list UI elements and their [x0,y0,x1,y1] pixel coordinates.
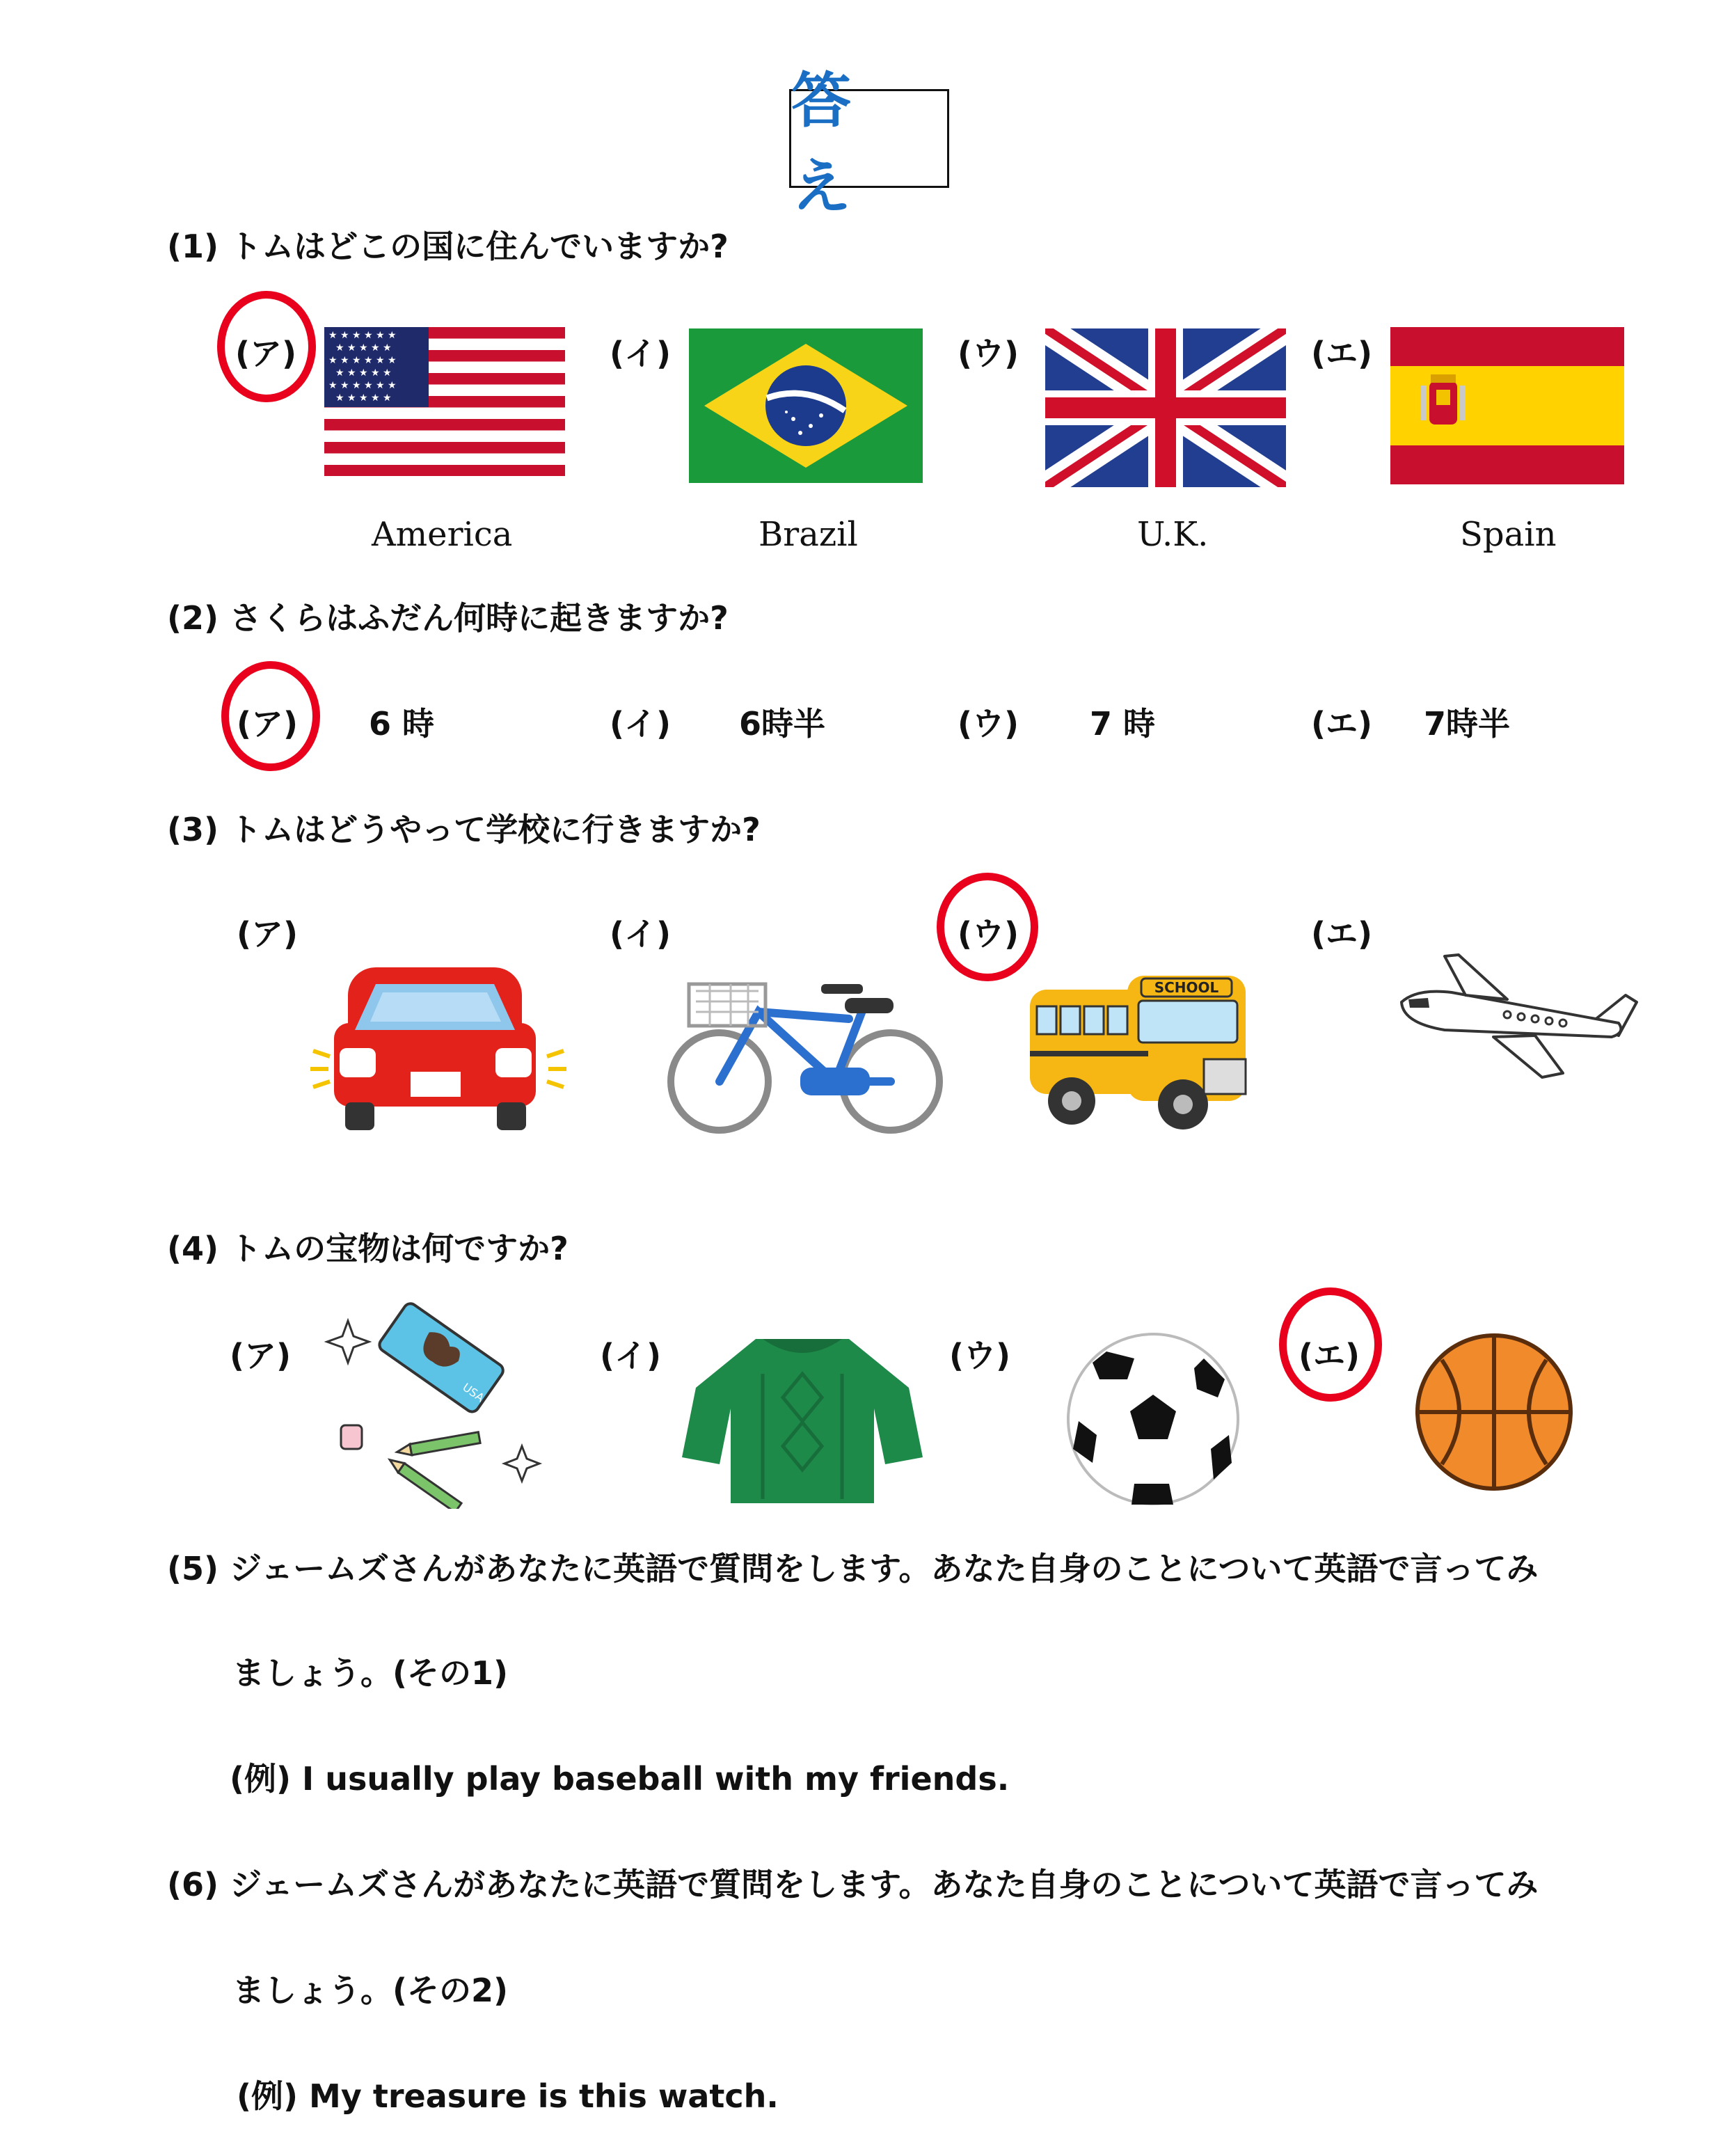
spain-flag-image [1390,327,1624,484]
eraser-usa-text: USA [460,1380,487,1405]
car-image [306,953,571,1134]
q2-label-u: (ウ) [958,705,1019,743]
answer-example-6: (例) My treasure is this watch. [237,2077,779,2115]
svg-text:★ ★ ★ ★ ★: ★ ★ ★ ★ ★ [335,342,392,354]
answer-example-5: (例) I usually play baseball with my friends. [230,1760,1010,1798]
page-title: 答 え [789,89,949,188]
q1-label-e: (エ) [1311,335,1373,372]
school-bus-image [1023,962,1287,1136]
q1-label-u: (ウ) [958,335,1019,372]
q2-option-u: 7 時 [1090,705,1156,743]
svg-text:★ ★ ★ ★ ★ ★: ★ ★ ★ ★ ★ ★ [328,330,397,341]
svg-text:★ ★ ★ ★ ★ ★: ★ ★ ★ ★ ★ ★ [328,380,397,391]
basketball-image [1414,1332,1574,1492]
q3-label-u: (ウ) [958,915,1019,953]
soccer-ball-image [1065,1331,1241,1507]
eraser-pencils-image [320,1300,550,1509]
caption-spain: Spain [1460,515,1557,554]
question-5-line1: (5) ジェームズさんがあなたに英語で質問をします。あなた自身のことについて英語で言ってみ [167,1550,1539,1587]
svg-text:★ ★ ★ ★ ★ ★: ★ ★ ★ ★ ★ ★ [328,355,397,366]
q1-label-i: (イ) [610,335,672,372]
question-2: (2) さくらはふだん何時に起きますか? [167,599,729,637]
sweater-image [679,1332,926,1506]
question-6-line1: (6) ジェームズさんがあなたに英語で質問をします。あなた自身のことについて英語で言ってみ [167,1866,1539,1903]
q4-label-e: (エ) [1299,1337,1360,1374]
q4-label-i: (イ) [600,1337,662,1374]
q2-label-i: (イ) [610,705,672,743]
caption-uk: U.K. [1137,515,1209,554]
q3-label-a: (ア) [237,915,299,953]
question-3: (3) トムはどうやって学校に行きますか? [167,811,761,848]
q2-option-e: 7時半 [1424,705,1511,743]
brazil-flag-image [689,328,923,483]
svg-text:★ ★ ★ ★ ★: ★ ★ ★ ★ ★ [335,393,392,404]
q4-label-u: (ウ) [949,1337,1011,1374]
q2-option-a: 6 時 [369,705,435,743]
question-5-line2: ましょう。(その1) [232,1654,509,1692]
q3-label-e: (エ) [1311,915,1373,953]
q2-option-i: 6時半 [739,705,826,743]
q3-label-i: (イ) [610,915,672,953]
caption-america: America [372,515,513,554]
q4-label-a: (ア) [230,1337,292,1374]
bicycle-image [661,970,953,1137]
question-6-line2: ましょう。(その2) [232,1972,509,2009]
caption-brazil: Brazil [759,515,858,554]
bus-sign-text: SCHOOL [1154,979,1219,996]
uk-flag-image [1045,328,1286,487]
svg-text:★ ★ ★ ★ ★: ★ ★ ★ ★ ★ [335,367,392,379]
q2-label-e: (エ) [1311,705,1373,743]
q1-label-a: (ア) [235,335,297,372]
question-4: (4) トムの宝物は何ですか? [167,1230,569,1267]
question-1: (1) トムはどこの国に住んでいますか? [167,228,729,265]
q2-label-a: (ア) [237,705,299,743]
airplane-image [1389,953,1639,1079]
usa-flag-image [324,327,565,476]
